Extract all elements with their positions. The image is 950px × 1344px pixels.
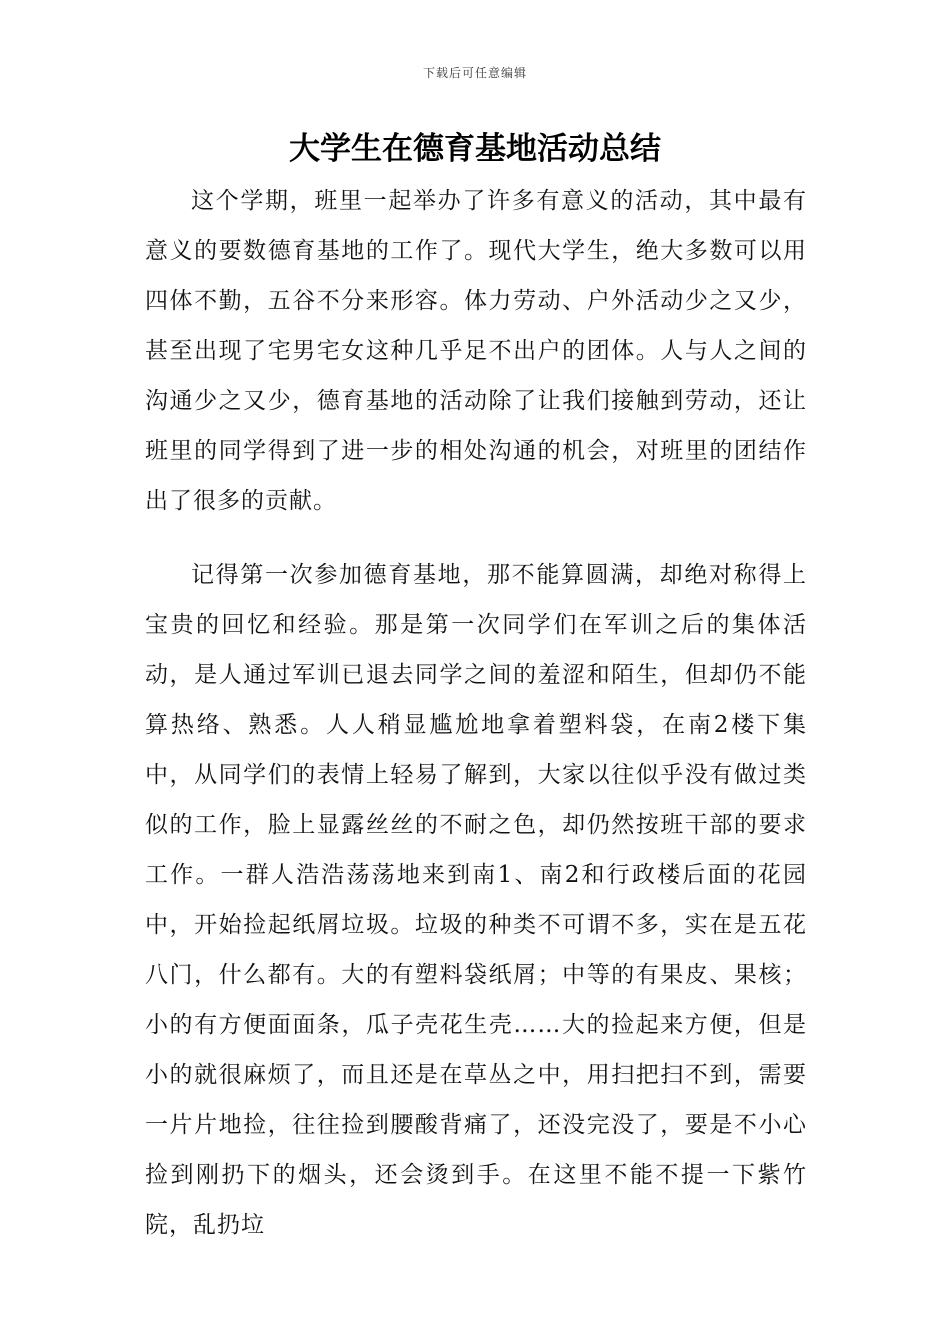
document-body <box>145 176 807 1274</box>
paragraph-2: 记得第一次参加德育基地，那不能算圆满，却绝对称得上宝贵的回忆和经验。那是第一次同学们在军训之后的集体活动，是人通过军训已退去同学之间的羞涩和陌生，但却仍不能算热络、熟悉。人人稍显尴尬地拿着塑料袋，在南2楼下集中，从同学们的表情上轻易了解到，大家以往似乎没有做过类似的工作，脸上显露丝丝的不耐之色，却仍然按班干部的要求工作。一群人浩浩荡荡地来到南1、南2和行政楼后面的花园中，开始捡起纸屑垃圾。垃圾的种类不可谓不多，实在是五花八门，什么都有。大的有塑料袋纸屑；中等的有果皮、果核；小的有方便面面条，瓜子壳花生壳……大的捡起来方便，但是小的就很麻烦了，而且还是在草丛之中，用扫把扫不到，需要一片片地捡，往往捡到腰酸背痛了，还没完没了，要是不小心捡到刚扔下的烟头，还会烫到手。在这里不能不提一下紫竹院，乱扔垃 <box>145 562 807 1238</box>
paragraph-1: 这个学期，班里一起举办了许多有意义的活动，其中最有意义的要数德育基地的工作了。现代大学生，绝大多数可以用四体不勤，五谷不分来形容。体力劳动、户外活动少之又少，甚至出现了宅男宅女这种几乎足不出户的团体。人与人之间的沟通少之又少，德育基地的活动除了让我们接触到劳动，还让班里的同学得到了进一步的相处沟通的机会，对班里的团结作出了很多的贡献。 <box>145 188 807 514</box>
header-note: 下载后可任意编辑 <box>422 66 527 80</box>
document-title: 大学生在德育基地活动总结 <box>289 131 661 167</box>
